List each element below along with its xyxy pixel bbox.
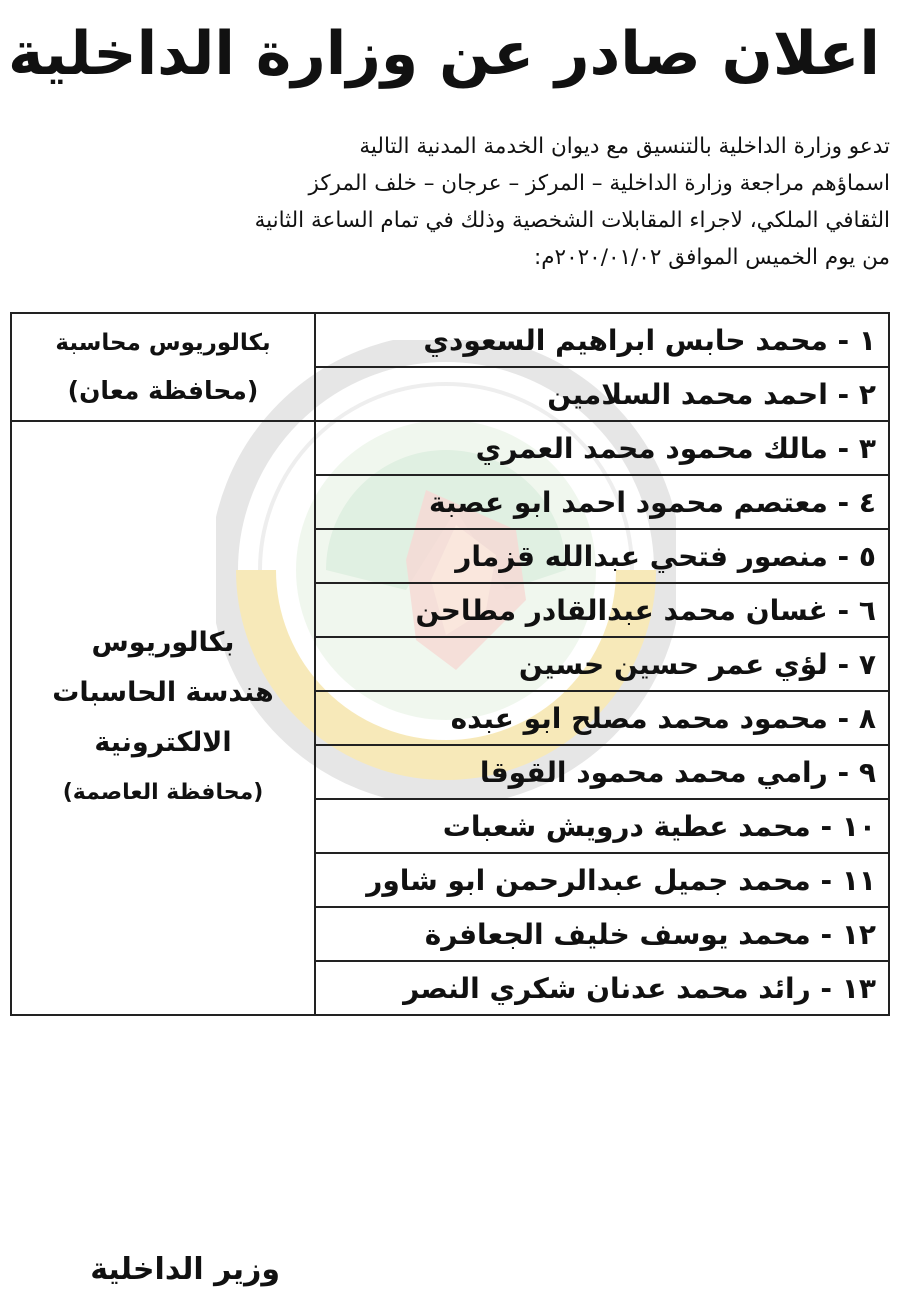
table-row	[11, 313, 889, 367]
name-text: ٦ - غسان محمد عبدالقادر مطاحن	[415, 593, 876, 627]
table-row	[11, 421, 889, 475]
group-cell-accounting	[11, 313, 315, 421]
intro-paragraph	[10, 128, 890, 276]
name-cell	[315, 637, 889, 691]
name-text: ٥ - منصور فتحي عبدالله قزمار	[455, 539, 876, 573]
name-text: ٢ - احمد محمد السلامين	[547, 377, 876, 411]
name-text: ١٢ - محمد يوسف خليف الجعافرة	[424, 917, 876, 951]
name-text: ١١ - محمد جميل عبدالرحمن ابو شاور	[366, 863, 876, 897]
name-text: ١ - محمد حابس ابراهيم السعودي	[423, 323, 876, 357]
names-table	[10, 312, 890, 1016]
name-cell	[315, 691, 889, 745]
intro-line: تدعو وزارة الداخلية بالتنسيق مع ديوان الخدمة المدنية التالية	[359, 134, 890, 159]
name-text: ٤ - معتصم محمود احمد ابو عصبة	[428, 485, 876, 519]
name-cell	[315, 367, 889, 421]
group-degree: بكالوريوس محاسبة	[55, 330, 271, 356]
name-text: ٩ - رامي محمد محمود القوقا	[479, 755, 876, 789]
name-cell	[315, 799, 889, 853]
name-cell	[315, 475, 889, 529]
group-major-cont: الالكترونية	[94, 727, 232, 758]
name-text: ١٠ - محمد عطية درويش شعبات	[442, 809, 876, 843]
name-cell	[315, 313, 889, 367]
announcement-title: اعلان صادر عن وزارة الداخلية	[8, 19, 880, 89]
name-cell	[315, 529, 889, 583]
name-cell	[315, 907, 889, 961]
group-governorate: (محافظة معان)	[67, 376, 259, 405]
minister-signature: وزير الداخلية	[90, 1252, 280, 1287]
name-cell	[315, 961, 889, 1015]
name-text: ١٣ - رائد محمد عدنان شكري النصر	[403, 971, 876, 1005]
group-cell-computer-engineering	[11, 421, 315, 1015]
group-degree: بكالوريوس	[91, 627, 235, 658]
group-governorate: (محافظة العاصمة)	[62, 780, 264, 805]
name-cell	[315, 745, 889, 799]
name-cell	[315, 421, 889, 475]
intro-line: الثقافي الملكي، لاجراء المقابلات الشخصية وذلك في تمام الساعة الثانية	[254, 208, 890, 233]
name-text: ٨ - محمود محمد مصلح ابو عبده	[450, 701, 876, 735]
name-text: ٧ - لؤي عمر حسين حسين	[518, 647, 876, 681]
group-major: هندسة الحاسبات	[52, 677, 274, 708]
name-cell	[315, 583, 889, 637]
name-text: ٣ - مالك محمود محمد العمري	[475, 431, 876, 465]
name-cell	[315, 853, 889, 907]
intro-line: اسماؤهم مراجعة وزارة الداخلية – المركز – عرجان – خلف المركز	[308, 171, 890, 196]
intro-line: من يوم الخميس الموافق ٢٠٢٠/٠١/٠٢م:	[533, 245, 890, 270]
